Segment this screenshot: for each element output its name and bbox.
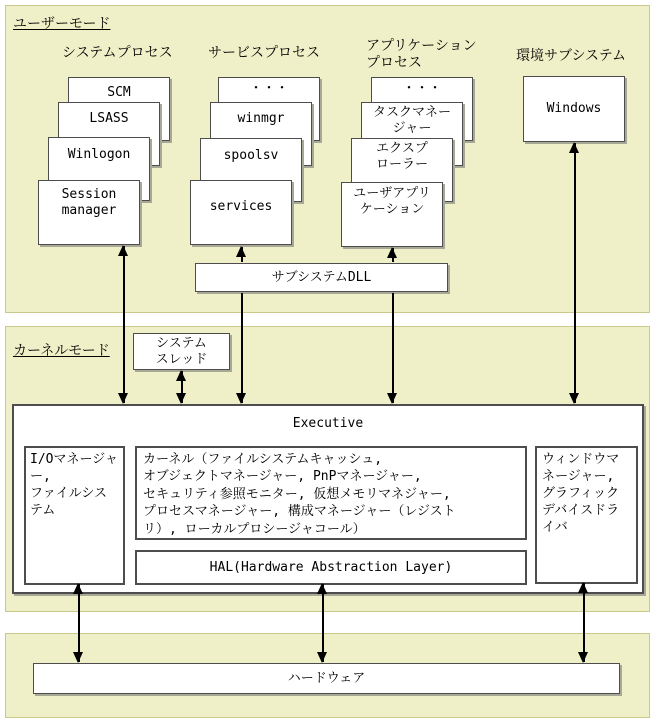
box-label: ー, [30, 469, 51, 484]
process-box-services [190, 180, 292, 245]
arrow-hal-hardware [316, 583, 329, 663]
box-label: LSASS [89, 111, 129, 126]
arrow-windows-executive [568, 142, 581, 404]
box-label: ウィンドウマ [542, 452, 620, 467]
header-application-processes [366, 38, 477, 72]
arrow-dll-services [235, 246, 248, 263]
box-label: ・・・ [402, 81, 442, 96]
box-label: デバイスドラ [542, 503, 620, 518]
process-box-session-manager [38, 180, 140, 245]
box-label: ハードウェア [287, 671, 366, 686]
arrow-system-thread-executive [175, 370, 188, 404]
box-label: ネージャー, [542, 469, 615, 484]
executive-label: Executive [292, 416, 364, 431]
box-label: ローラー [375, 157, 428, 172]
box-label: winmgr [237, 111, 285, 126]
box-label: Winlogon [67, 147, 131, 162]
header-line: プロセス [366, 55, 422, 71]
box-label: グラフィック [542, 486, 619, 501]
header-service-processes: サービスプロセス [208, 45, 320, 61]
box-label: スレッド [155, 352, 208, 367]
box-label: カーネル（ファイルシステムキャッシュ, [143, 452, 383, 467]
box-label: セキュリティ参照モニター, 仮想メモリマネジャー, [143, 486, 451, 502]
box-label: イバ [542, 520, 568, 535]
box-label: spoolsv [223, 148, 279, 163]
kernel-mode-title: カーネルモード [13, 343, 110, 359]
box-label: ファイルシス [30, 486, 108, 501]
box-label: リ）, ローカルプロシージャコール） [143, 521, 366, 537]
kernel-box [135, 446, 527, 540]
box-label: Windows [546, 101, 602, 116]
hardware-box [33, 663, 620, 694]
arrow-session-manager-executive [117, 245, 130, 404]
arrow-windowmanager-hardware [577, 582, 590, 663]
user-mode-title: ユーザーモード [13, 16, 111, 32]
box-label: HAL(Hardware Abstraction Layer) [209, 560, 453, 575]
box-label: エクスプ [376, 141, 428, 156]
arrow-io-hardware [72, 583, 85, 663]
box-label: services [209, 199, 273, 214]
arrow-dll-user-application [386, 247, 399, 263]
subsystem-dll-box [195, 263, 448, 292]
process-box-user-application [341, 182, 443, 247]
executive-box [12, 404, 644, 594]
header-line: アプリケーション [366, 38, 477, 54]
box-label: ジャー [392, 121, 432, 136]
windows-subsystem-box [523, 76, 625, 142]
box-label: I/Oマネージャ [30, 452, 118, 467]
header-system-processes: システムプロセス [62, 45, 173, 61]
arrow-dll-executive-right [386, 292, 399, 404]
box-label: ケーション [359, 202, 425, 217]
hal-box [135, 550, 527, 585]
window-manager-box [535, 446, 638, 584]
io-manager-box [24, 446, 125, 585]
box-label: Session [61, 187, 117, 202]
system-thread-box [133, 333, 230, 370]
header-environment-subsystems: 環境サブシステム [516, 48, 627, 64]
box-label: ユーザアプリ [353, 186, 431, 201]
box-label: システム [156, 336, 207, 351]
arrow-dll-executive-left [235, 292, 248, 404]
box-label: オブジェクトマネージャー, PnPマネージャー, [143, 469, 422, 485]
box-label: プロセスマネージャー, 構成マネージャー（レジスト [143, 504, 456, 520]
box-label: SCM [107, 85, 131, 100]
box-label: テム [30, 503, 56, 518]
box-label: タスクマネー [372, 105, 451, 120]
box-label: manager [61, 203, 117, 218]
box-label: ・・・ [249, 81, 289, 96]
box-label: サブシステムDLL [271, 270, 372, 285]
